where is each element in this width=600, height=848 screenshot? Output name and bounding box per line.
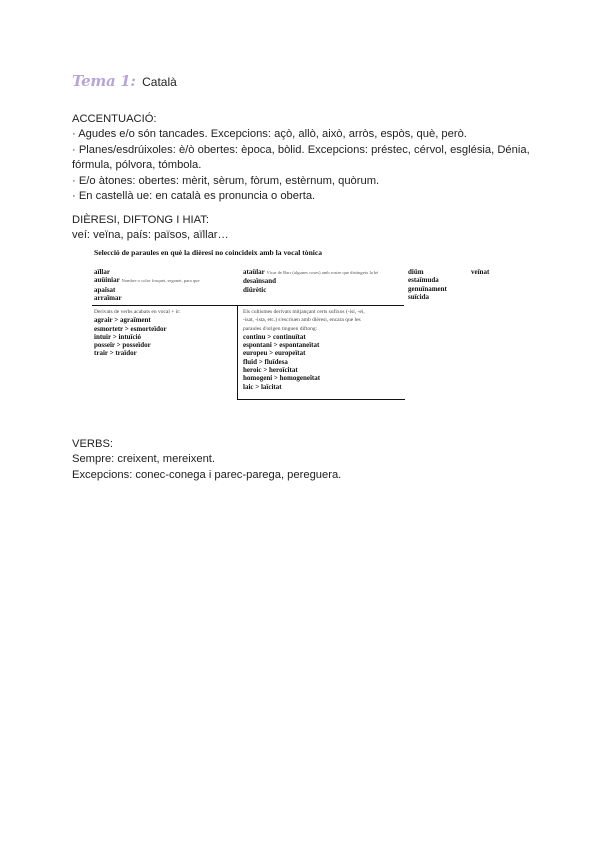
subject-label: Català [142,75,177,89]
table-note: Vicar de Barr (algunes coses) amb rostre que distingeix la bé [266,270,379,275]
table-rule [237,305,238,400]
table-cell-top-col1 [94,268,200,302]
text-line: Sempre: creixent, mereixent. [72,453,216,466]
table-word: laic > laïcitat [243,382,282,391]
table-note: Els cultismes derivats mitjançant certs sufixos (-isí, -ei, [243,309,365,315]
table-rule [237,399,405,400]
table-word: diürètic [243,285,267,294]
table-note: Nombre o color fosquet, segonet, para que [121,278,200,284]
section-verbs [72,437,542,483]
table-word: europeu > europeïtat [243,349,306,358]
table-note: Derivats de verbs acabats en vocal + ir: [94,309,181,315]
dieresi-table-image [88,248,520,404]
table-word: espontani > espontaneïtat [243,341,320,350]
table-cell-top-col2 [243,268,378,294]
section-accentuacio [72,112,542,204]
table-cell-top-col3 [408,268,447,301]
text-line: · En castellà ue: en català es pronuncia o oberta. [72,190,316,203]
text-line: veí: veïna, país: països, aïllar… [72,229,229,242]
table-word: auüiniar [94,276,120,285]
table-word: posseir > posseïdor [94,341,151,350]
table-word: apaïsat [94,285,116,294]
section-dieresi [72,213,542,244]
text-line: Excepcions: conec-conega i parec-parega, pereguera. [72,468,342,481]
table-word: heroic > heroïcitat [243,366,298,375]
table-word: suïcida [408,292,430,301]
table-rule [92,305,404,306]
table-word: veïnat [471,268,490,276]
section-heading: DIÈRESI, DIFTONG I HIAT: [72,214,209,226]
table-word: fluid > fluïdesa [243,357,288,366]
text-line: fórmula, pólvora, tómbola. [72,159,202,172]
text-line: · E/o àtones: obertes: mèrit, sèrum, fòrum, estèrnum, quòrum. [72,174,380,187]
table-cell-bottom-col2 [243,308,365,391]
document-title [72,72,177,91]
table-word: trair > traïdor [94,349,137,358]
text-line: · Planes/esdrúixoles: è/ò obertes: època, bòlid. Excepcions: préstec, cérvol, església, Dénia, [72,143,530,156]
table-word: continu > continuïtat [243,332,306,341]
table-note: paraules d'origen tinguen diftong: [243,325,318,332]
table-word: desaïnsand [243,277,277,286]
table-word: agrair > agraïment [94,316,151,325]
table-cell-bottom-col1 [94,308,181,358]
text-line: · Agudes e/o són tancades. Excepcions: açò, allò, això, arròs, espòs, què, però. [72,128,467,141]
topic-label: Tema 1: [72,72,136,90]
table-word: estaïmuda [408,276,439,285]
table-word: diüm [408,268,424,276]
table-word: genuïnament [408,284,447,293]
table-word: intuir > intuïció [94,332,142,341]
table-note: -isat, -ista, etc.) s'escriuen amb dièresi, encara que les [243,317,361,324]
table-word: ataülar [243,268,265,276]
table-cell-top-col4 [471,268,489,276]
table-word: aïllar [94,268,110,276]
table-word: esmortetr > esmorteïdor [94,324,167,333]
section-heading: VERBS: [72,438,114,450]
table-word: arraïmar [94,293,122,302]
section-heading: ACCENTUACIÓ: [72,113,157,125]
table-word: homogeni > homogeneïtat [243,374,321,383]
table-caption: Selecció de paraules en què la dièresi no coincideix amb la vocal tònica [94,248,323,257]
